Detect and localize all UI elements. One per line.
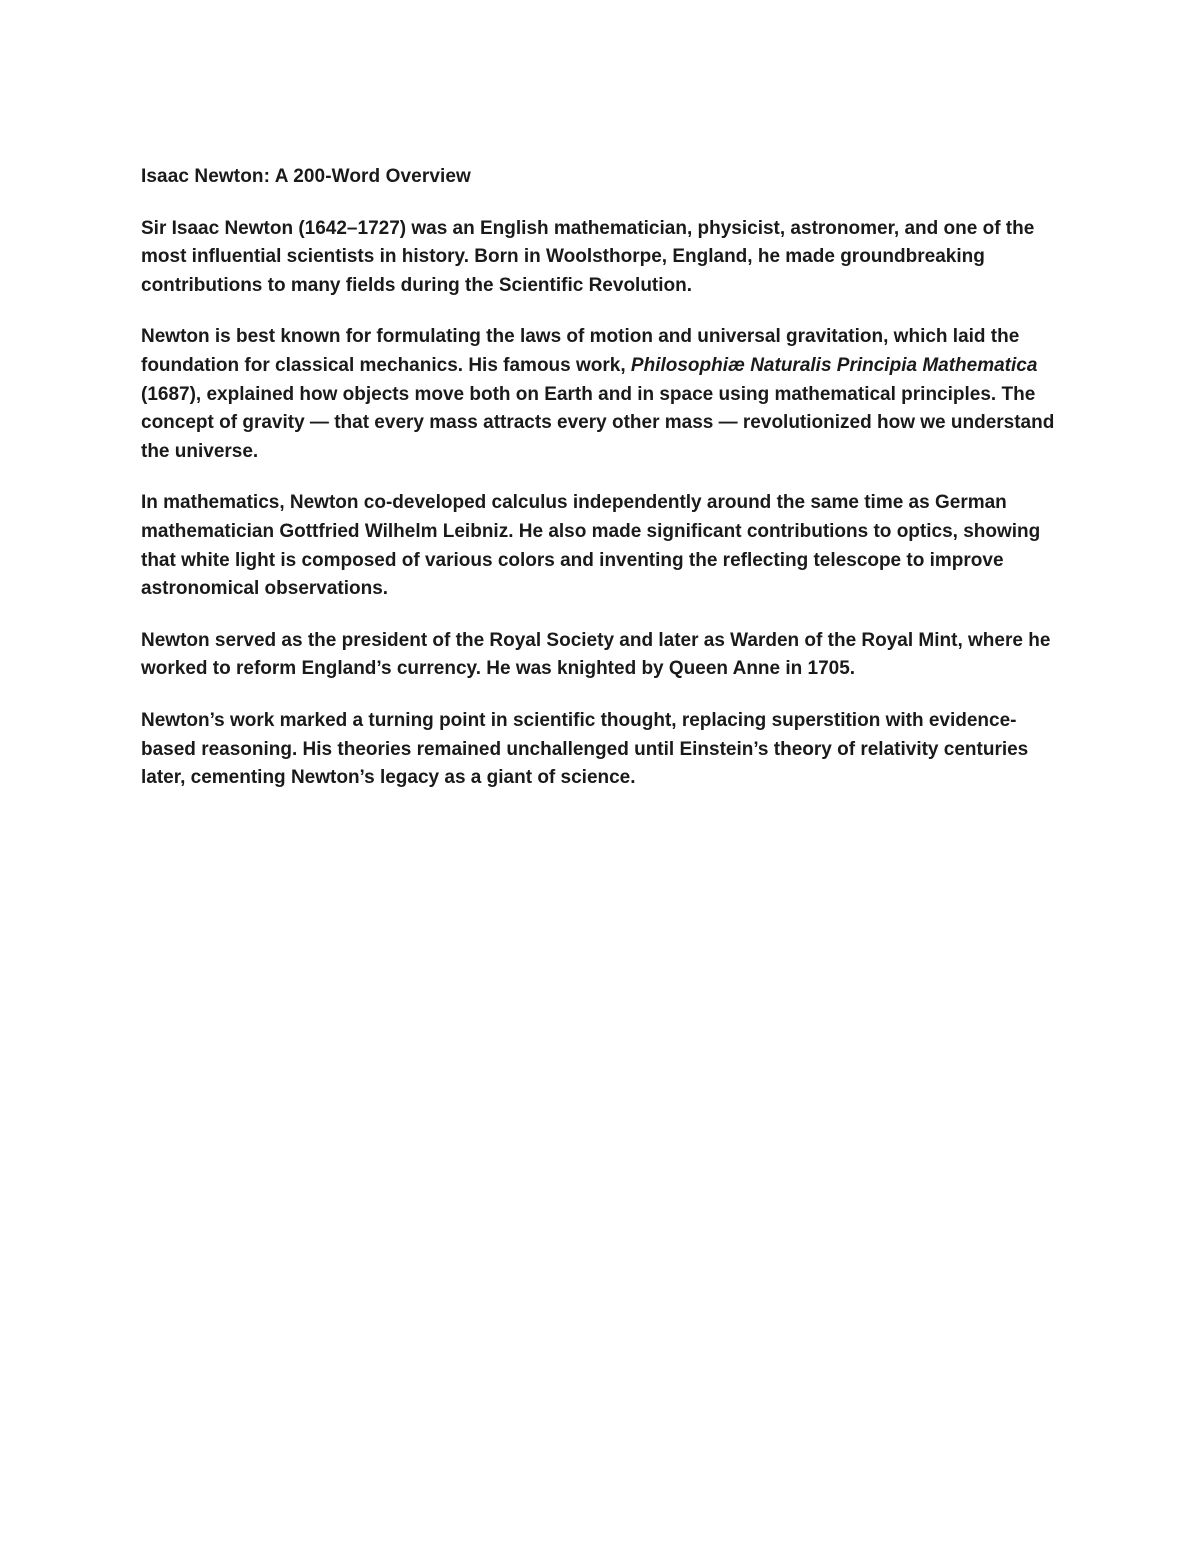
document-title: Isaac Newton: A 200-Word Overview (141, 166, 471, 187)
book-title-italic: Philosophiæ Naturalis Principia Mathematica (630, 354, 1038, 376)
paragraph-mathematics: In mathematics, Newton co-developed calculus independently around the same time as German mathematician Gottfried Wilhelm Leibniz. He also made significant contributions to optics, showing that white light is composed of various colors and inventing the reflecting telescope to improve astronomical observations. (141, 492, 1041, 600)
document-body (141, 163, 1071, 816)
paragraph-royal-society: Newton served as the president of the Royal Society and later as Warden of the Royal Mint, where he worked to reform England’s currency. He was knighted by Queen Anne in 1705. (141, 629, 1051, 680)
paragraph-text: Newton is best known for formulating the laws of motion and universal gravitation, which laid the foundation for classical mechanics. His famous work, (141, 326, 1020, 376)
paragraph-text: (1687), explained how objects move both on Earth and in space using mathematical principles. The concept of gravity — that every mass attracts every other mass — revolutionized how we understand the universe. (141, 383, 1055, 462)
paragraph-introduction: Sir Isaac Newton (1642–1727) was an English mathematician, physicist, astronomer, and one of the most influential scientists in history. Born in Woolsthorpe, England, he made groundbreaking contributions to many fields during the Scientific Revolution. (141, 217, 1035, 296)
paragraph-legacy: Newton’s work marked a turning point in scientific thought, replacing superstition with evidence-based reasoning. His theories remained unchallenged until Einstein’s theory of relativity centuries later, cementing Newton’s legacy as a giant of science. (141, 709, 1029, 789)
paragraph-laws-of-motion (141, 323, 1071, 466)
